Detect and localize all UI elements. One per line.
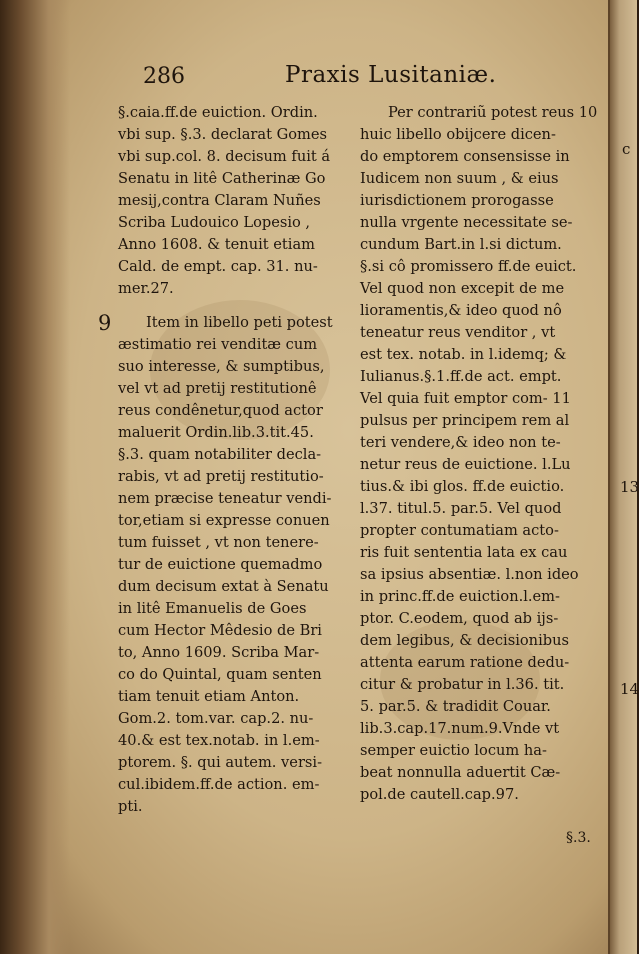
text-line: sa ipsius absentiæ. l.non ideo xyxy=(360,566,579,583)
text-line: Vel quod non excepit de me xyxy=(360,280,565,297)
text-line: suo interesse, & sumptibus, xyxy=(118,358,325,375)
text-line: 5. par.5. & tradidit Couar. xyxy=(360,698,551,715)
text-line: vel vt ad pretij restitutionê xyxy=(118,380,317,397)
text-line: dem legibus, & decisionibus xyxy=(360,632,569,649)
text-line: §.si cô promissero ff.de euict. xyxy=(360,258,577,275)
text-line: teneatur reus venditor , vt xyxy=(360,324,556,341)
bleed-mark: 14 xyxy=(620,680,639,698)
text-line: ris fuit sententia lata ex cau xyxy=(360,544,568,561)
text-line: reus condênetur,quod actor xyxy=(118,402,323,419)
text-line: l.37. titul.5. par.5. Vel quod xyxy=(360,500,562,517)
text-line: vbi sup.col. 8. decisum fuit á xyxy=(118,148,331,165)
text-line: cundum Bart.in l.si dictum. xyxy=(360,236,562,253)
running-head: Praxis Lusitaniæ. xyxy=(285,62,497,88)
text-line: lib.3.cap.17.num.9.Vnde vt xyxy=(360,720,560,737)
text-line: ptor. C.eodem, quod ab ijs- xyxy=(360,610,559,627)
text-line: Vel quia fuit emptor com- 11 xyxy=(360,390,571,407)
text-line: est tex. notab. in l.idemq; & xyxy=(360,346,567,363)
text-line: Gom.2. tom.var. cap.2. nu- xyxy=(118,710,314,727)
text-line: nem præcise teneatur vendi- xyxy=(118,490,332,507)
text-line: pti. xyxy=(118,798,143,815)
text-line: in princ.ff.de euiction.l.em- xyxy=(360,588,560,605)
text-line: Item in libello peti potest xyxy=(146,314,333,331)
text-line: Iulianus.§.1.ff.de act. empt. xyxy=(360,368,562,385)
text-line: tum fuisset , vt non tenere- xyxy=(118,534,319,551)
text-line: do emptorem consensisse in xyxy=(360,148,570,165)
text-line: Scriba Ludouico Lopesio , xyxy=(118,214,311,231)
text-line: Senatu in litê Catherinæ Go xyxy=(118,170,326,187)
text-line: vbi sup. §.3. declarat Gomes xyxy=(118,126,328,143)
text-line: huic libello obijcere dicen- xyxy=(360,126,556,143)
text-line: tor,etiam si expresse conuen xyxy=(118,512,330,529)
text-line: cum Hector Mêdesio de Bri xyxy=(118,622,322,639)
text-line: Per contrariũ potest reus 10 xyxy=(388,104,598,121)
bleed-mark: c xyxy=(622,140,631,158)
text-line: iurisdictionem prorogasse xyxy=(360,192,554,209)
text-line: tius.& ibi glos. ff.de euictio. xyxy=(360,478,565,495)
text-line: tiam tenuit etiam Anton. xyxy=(118,688,300,705)
text-line: co do Quintal, quam senten xyxy=(118,666,322,683)
text-line: 40.& est tex.notab. in l.em- xyxy=(118,732,320,749)
bleed-mark: 13 xyxy=(620,478,639,496)
text-line: æstimatio rei venditæ cum xyxy=(118,336,318,353)
text-line: attenta earum ratione dedu- xyxy=(360,654,570,671)
text-line: semper euictio locum ha- xyxy=(360,742,547,759)
text-line: beat nonnulla aduertit Cæ- xyxy=(360,764,561,781)
text-line: pol.de cautell.cap.97. xyxy=(360,786,519,803)
text-line: tur de euictione quemadmo xyxy=(118,556,323,573)
text-line: netur reus de euictione. l.Lu xyxy=(360,456,571,473)
text-line: mer.27. xyxy=(118,280,174,297)
text-line: §.caia.ff.de euiction. Ordin. xyxy=(118,104,318,121)
text-line: §.3. quam notabiliter decla- xyxy=(118,446,322,463)
text-line: Iudicem non suum , & eius xyxy=(360,170,559,187)
text-line: mesij,contra Claram Nuñes xyxy=(118,192,321,209)
text-line: ptorem. §. qui autem. versi- xyxy=(118,754,323,771)
margin-paragraph-number: 9 xyxy=(98,311,112,335)
page-number: 286 xyxy=(143,64,185,89)
text-line: lioramentis,& ideo quod nô xyxy=(360,302,562,319)
book-gutter xyxy=(0,0,70,954)
text-line: nulla vrgente necessitate se- xyxy=(360,214,573,231)
text-line: cul.ibidem.ff.de action. em- xyxy=(118,776,320,793)
text-line: in litê Emanuelis de Goes xyxy=(118,600,307,617)
catchword: §.3. xyxy=(566,830,591,846)
text-line: rabis, vt ad pretij restitutio- xyxy=(118,468,324,485)
page-header xyxy=(0,56,635,96)
text-line: dum decisum extat à Senatu xyxy=(118,578,329,595)
text-line: propter contumatiam acto- xyxy=(360,522,559,539)
text-line: Cald. de empt. cap. 31. nu- xyxy=(118,258,318,275)
text-line: citur & probatur in l.36. tit. xyxy=(360,676,565,693)
text-line: Anno 1608. & tenuit etiam xyxy=(118,236,315,253)
text-line: to, Anno 1609. Scriba Mar- xyxy=(118,644,320,661)
text-line: pulsus per principem rem al xyxy=(360,412,570,429)
text-line: maluerit Ordin.lib.3.tit.45. xyxy=(118,424,314,441)
text-line: teri vendere,& ideo non te- xyxy=(360,434,561,451)
